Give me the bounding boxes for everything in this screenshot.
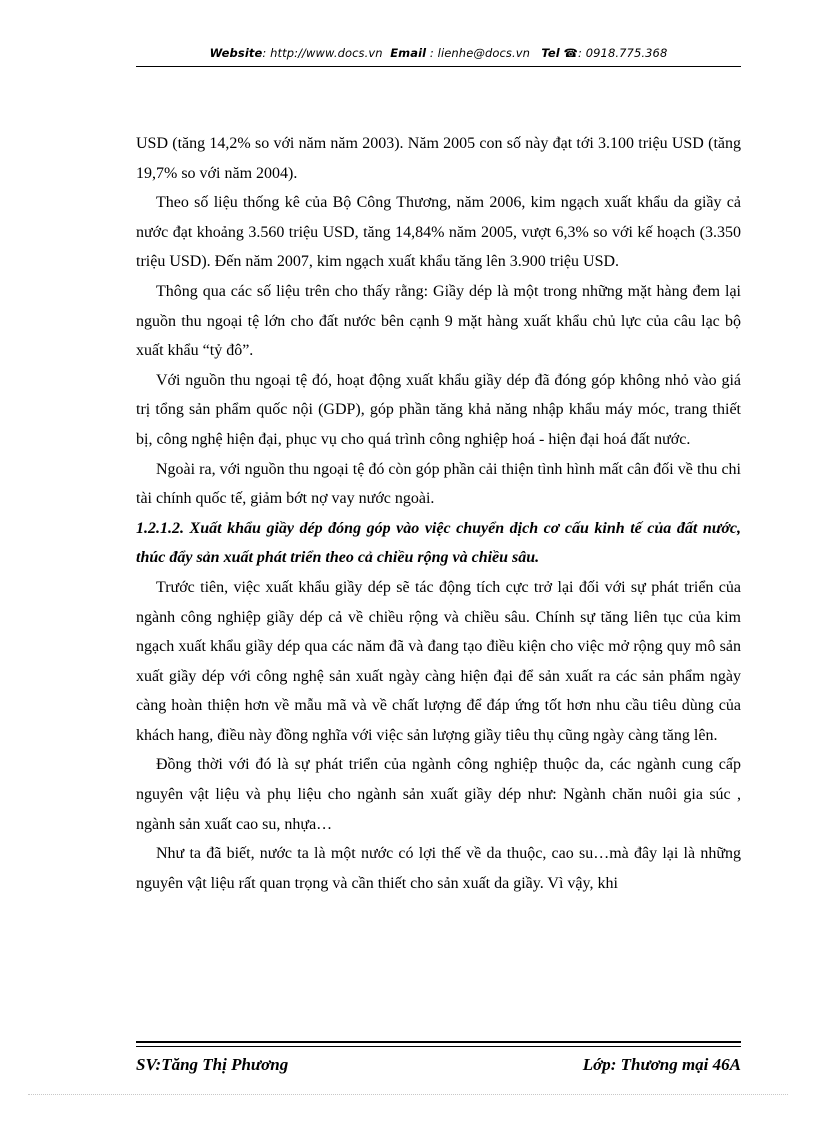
paragraph-8: Như ta đã biết, nước ta là một nước có lợi thế về da thuộc, cao su…mà đây lại là những nguyên vật liệu rất quan trọng và cần thiết cho sản xuất da giầy. Vì vậy, khi	[136, 845, 741, 892]
website-url[interactable]: : http://www.docs.vn	[262, 46, 383, 60]
tel-number: : 0918.775.368	[577, 46, 668, 60]
tel-label: Tel	[541, 46, 560, 60]
website-label: Website	[209, 46, 263, 60]
paragraph-1: USD (tăng 14,2% so với năm năm 2003). Năm 2005 con số này đạt tới 3.100 triệu USD (tăng 19,7% so với năm 2004).	[136, 135, 741, 182]
page-header	[136, 46, 741, 60]
email-label: Email	[390, 46, 427, 60]
paragraph-7: Đồng thời với đó là sự phát triển của ngành công nghiệp thuộc da, các ngành cung cấp nguyên vật liệu và phụ liệu cho ngành sản xuất giầy dép như: Ngành chăn nuôi gia súc , ngành sản xuất cao su, nhựa…	[136, 756, 741, 833]
paragraph-5: Ngoài ra, với nguồn thu ngoại tệ đó còn góp phần cải thiện tình hình mất cân đối về thu chi tài chính quốc tế, giảm bớt nợ vay nước ngoài.	[136, 460, 741, 508]
phone-icon: ☎	[563, 46, 578, 60]
footer-divider-thick	[136, 1041, 741, 1043]
header-divider	[136, 66, 741, 67]
page-bottom-dotted-line	[28, 1094, 788, 1095]
footer-divider-thin	[136, 1046, 741, 1047]
paragraph-2: Theo số liệu thống kê của Bộ Công Thương, năm 2006, kim ngạch xuất khẩu da giầy cả nước đạt khoảng 3.560 triệu USD, tăng 14,84% năm 2005, vượt 6,3% so với kế hoạch (3.350 triệu USD). Đến năm 2007, kim ngạch xuất khẩu tăng lên 3.900 triệu USD.	[136, 194, 741, 271]
paragraph-6: Trước tiên, việc xuất khẩu giầy dép sẽ tác động tích cực trở lại đối với sự phát triển của ngành công nghiệp giầy dép cả về chiều rộng và chiều sâu. Chính sự tăng liên tục của kim ngạch xuất khẩu giầy dép qua các năm đã và đang tạo điều kiện cho việc mở rộng quy mô sản xuất giầy dép với công nghệ sản xuất ngày càng hiện đại để sản xuất ra các sản phẩm ngày càng hoàn thiện hơn về mẫu mã và về chất lượng để đáp ứng tốt hơn nhu cầu tiêu dùng của khách hang, điều này đồng nghĩa với việc sản lượng giầy tiêu thụ cũng ngày càng tăng lên.	[136, 578, 741, 744]
footer-class-name: Lớp: Thương mại 46A	[582, 1055, 741, 1074]
email-address[interactable]: : lienhe@docs.vn	[426, 46, 531, 60]
footer-student-name: SV:Tăng Thị Phương	[136, 1055, 289, 1074]
paragraph-4: Với nguồn thu ngoại tệ đó, hoạt động xuất khẩu giầy dép đã đóng góp không nhỏ vào giá trị tổng sản phẩm quốc nội (GDP), góp phần tăng khả năng nhập khẩu máy móc, trang thiết bị, công nghệ hiện đại, phục vụ cho quá trình công nghiệp hoá - hiện đại hoá đất nước.	[136, 371, 741, 448]
paragraph-3: Thông qua các số liệu trên cho thấy rằng: Giầy dép là một trong những mặt hàng đem lại nguồn thu ngoại tệ lớn cho đất nước bên cạnh 9 mặt hàng xuất khẩu chủ lực của câu lạc bộ xuất khẩu “tỷ đô”.	[136, 282, 741, 360]
section-heading: 1.2.1.2. Xuất khẩu giầy dép đóng góp vào việc chuyển dịch cơ cấu kinh tế của đất nước, thúc đẩy sản xuất phát triển theo cả chiều rộng và chiều sâu.	[136, 519, 741, 567]
document-body	[136, 129, 741, 898]
